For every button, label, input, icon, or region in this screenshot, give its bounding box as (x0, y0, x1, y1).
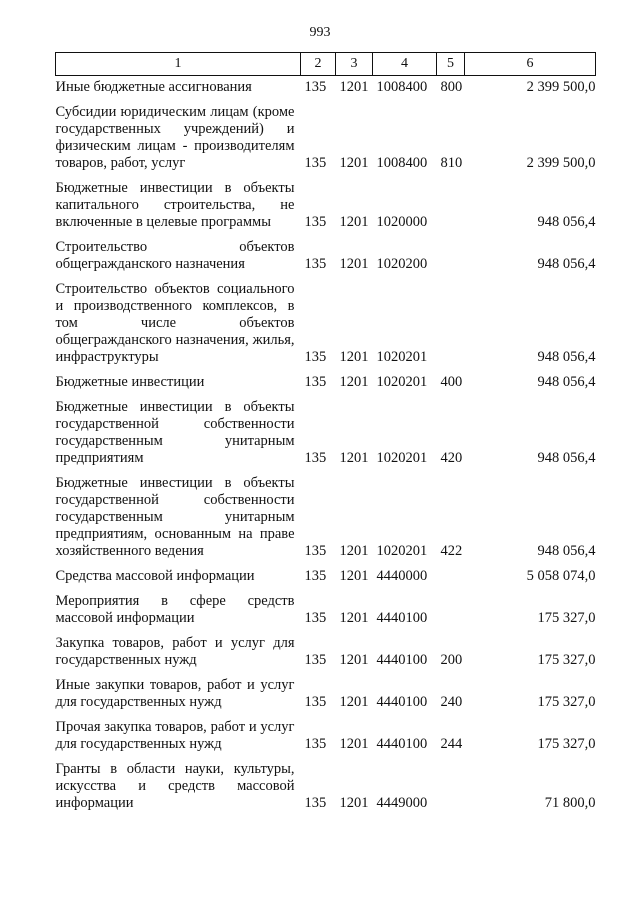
row-name: Строительство объектов общегражданского назначения (55, 239, 295, 272)
row-col-2: 135 (304, 568, 327, 584)
row-amount: 71 800,0 (544, 795, 596, 811)
row-amount: 948 056,4 (537, 256, 596, 272)
row-col-2: 135 (304, 610, 327, 626)
row-col-5: 240 (440, 694, 463, 710)
row-name: Мероприятия в сфере средств массовой информации (55, 593, 295, 626)
row-amount: 175 327,0 (537, 610, 596, 626)
row-col-5 (437, 172, 465, 231)
row-col-3: 1201 (339, 349, 369, 365)
row-name: Бюджетные инвестиции в объекты государственной собственности государственным унитарным предприятиям (55, 399, 295, 466)
row-col-4: 4440100 (376, 736, 428, 752)
row-name: Иные бюджетные ассигнования (55, 79, 252, 95)
row-col-2: 135 (304, 256, 327, 272)
row-col-3: 1201 (339, 694, 369, 710)
header-col-2: 2 (301, 53, 336, 76)
row-name: Бюджетные инвестиции в объекты государственной собственности государственным унитарным предприятиям, основанным на праве хозяйственного ведения (55, 475, 295, 559)
row-col-5 (437, 560, 465, 585)
table-row (56, 711, 596, 753)
row-amount: 175 327,0 (537, 736, 596, 752)
row-col-4: 1020201 (376, 374, 428, 390)
row-col-3: 1201 (339, 568, 369, 584)
row-col-4: 4449000 (376, 795, 428, 811)
row-col-3: 1201 (339, 155, 369, 171)
row-col-5: 422 (440, 543, 463, 559)
row-amount: 5 058 074,0 (526, 568, 596, 584)
row-col-5 (437, 753, 465, 812)
row-col-3: 1201 (339, 256, 369, 272)
row-col-4: 1020201 (376, 543, 428, 559)
row-name: Строительство объектов социального и производственного комплексов, в том числе объектов общегражданского назначения, жилья, инфраструктуры (55, 281, 295, 365)
row-amount: 948 056,4 (537, 543, 596, 559)
budget-table (55, 52, 596, 812)
table-row (56, 273, 596, 366)
row-amount: 948 056,4 (537, 349, 596, 365)
row-col-5: 244 (440, 736, 463, 752)
row-col-2: 135 (304, 155, 327, 171)
row-col-3: 1201 (339, 543, 369, 559)
row-name: Бюджетные инвестиции в объекты капитального строительства, не включенные в целевые программы (55, 180, 295, 230)
row-name: Бюджетные инвестиции (55, 374, 205, 390)
row-col-5 (437, 231, 465, 273)
table-row (56, 560, 596, 585)
row-name: Субсидии юридическим лицам (кроме государственных учреждений) и физическим лицам - производителям товаров, работ, услуг (55, 104, 295, 171)
header-col-4: 4 (373, 53, 437, 76)
row-name: Гранты в области науки, культуры, искусства и средств массовой информации (55, 761, 295, 811)
row-col-4: 1020201 (376, 450, 428, 466)
header-col-5: 5 (437, 53, 465, 76)
table-row (56, 627, 596, 669)
row-col-4: 1008400 (376, 155, 428, 171)
row-col-3: 1201 (339, 795, 369, 811)
row-amount: 2 399 500,0 (526, 79, 596, 95)
table-body (56, 76, 596, 813)
table-row (56, 76, 596, 97)
table-row (56, 669, 596, 711)
table-row (56, 231, 596, 273)
row-col-3: 1201 (339, 214, 369, 230)
row-col-5: 810 (440, 155, 463, 171)
row-col-2: 135 (304, 450, 327, 466)
header-col-6: 6 (465, 53, 596, 76)
row-name: Закупка товаров, работ и услуг для государственных нужд (55, 635, 295, 668)
row-col-3: 1201 (339, 374, 369, 390)
row-col-2: 135 (304, 736, 327, 752)
table-row (56, 391, 596, 467)
row-col-5 (437, 585, 465, 627)
row-amount: 175 327,0 (537, 652, 596, 668)
row-amount: 2 399 500,0 (526, 155, 596, 171)
row-col-5: 200 (440, 652, 463, 668)
table-row (56, 753, 596, 812)
row-amount: 948 056,4 (537, 214, 596, 230)
row-amount: 948 056,4 (537, 450, 596, 466)
row-amount: 948 056,4 (537, 374, 596, 390)
table-row (56, 366, 596, 391)
row-name: Прочая закупка товаров, работ и услуг для государственных нужд (55, 719, 295, 752)
table-row (56, 467, 596, 560)
table-row (56, 96, 596, 172)
row-col-2: 135 (304, 374, 327, 390)
row-name: Средства массовой информации (55, 568, 255, 584)
table-row (56, 585, 596, 627)
page-number: 993 (309, 25, 331, 40)
row-col-5: 800 (440, 79, 463, 95)
row-col-4: 1020000 (376, 214, 428, 230)
row-col-4: 1008400 (376, 79, 428, 95)
row-col-3: 1201 (339, 610, 369, 626)
row-col-2: 135 (304, 543, 327, 559)
row-col-2: 135 (304, 652, 327, 668)
row-col-3: 1201 (339, 736, 369, 752)
row-col-3: 1201 (339, 79, 369, 95)
row-col-2: 135 (304, 349, 327, 365)
row-col-4: 1020200 (376, 256, 428, 272)
row-col-5: 400 (440, 374, 463, 390)
table-header (56, 53, 596, 76)
row-col-4: 4440100 (376, 652, 428, 668)
row-col-5 (437, 273, 465, 366)
row-col-4: 1020201 (376, 349, 428, 365)
row-col-2: 135 (304, 79, 327, 95)
row-col-4: 4440100 (376, 694, 428, 710)
row-col-2: 135 (304, 694, 327, 710)
table-row (56, 172, 596, 231)
row-col-4: 4440100 (376, 610, 428, 626)
row-col-2: 135 (304, 214, 327, 230)
header-col-1: 1 (56, 53, 301, 76)
row-col-2: 135 (304, 795, 327, 811)
row-col-5: 420 (440, 450, 463, 466)
row-amount: 175 327,0 (537, 694, 596, 710)
header-col-3: 3 (336, 53, 373, 76)
row-col-4: 4440000 (376, 568, 428, 584)
row-col-3: 1201 (339, 450, 369, 466)
row-name: Иные закупки товаров, работ и услуг для государственных нужд (55, 677, 295, 710)
row-col-3: 1201 (339, 652, 369, 668)
